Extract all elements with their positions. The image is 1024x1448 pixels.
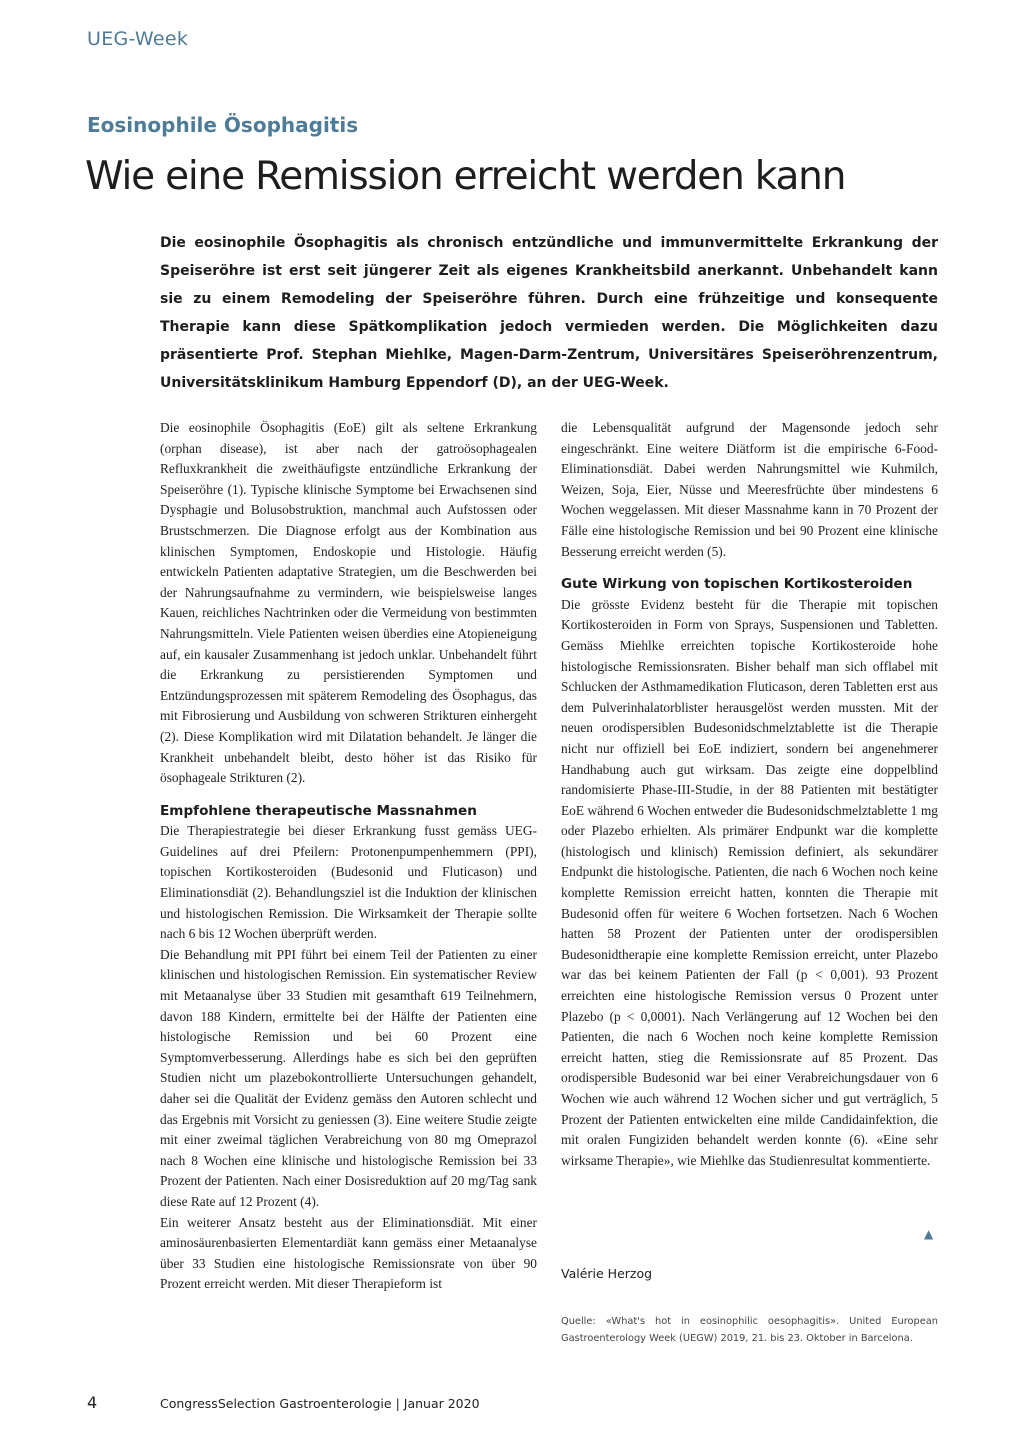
body-paragraph: Ein weiterer Ansatz besteht aus der Eliminationsdiät. Mit einer aminosäurenbasierten Elementardiät kann gemäss einer Metaanalyse über 33 Studien eine histologische Remissionsrate von über 90 Prozent erreicht werden. Mit dieser Therapieform ist — [160, 1214, 537, 1292]
body-paragraph: Die Therapiestrategie bei dieser Erkrankung fusst gemäss UEG-Guidelines auf drei Pfeilern: Protonenpumpenhemmern (PPI), topischen Kortikosteroiden (Budesonid und Fluticason) und Eliminationsdiät (2). Behandlungsziel ist die Induktion der klinischen und histologischen Remission. Die Wirksamkeit der Therapie sollte nach 6 bis 12 Wochen überprüft werden. — [160, 823, 537, 942]
source-note: Quelle: «What's hot in eosinophilic oesophagitis». United European Gastroenterology Week (UEGW) 2019, 21. bis 23. Oktober in Barcelona. — [561, 1316, 938, 1344]
section-heading: Empfohlene therapeutische Massnahmen — [160, 802, 477, 819]
left-column — [160, 418, 537, 1295]
page-footer — [87, 1393, 480, 1412]
article-title: Wie eine Remission erreicht werden kann — [85, 154, 846, 199]
body-paragraph: Die grösste Evidenz besteht für die Therapie mit topischen Kortikosteroiden in Form von Sprays, Suspensionen und Tabletten. Gemäss Miehlke erreichten topische Kortikosteroide hohe histologische Remissionsraten. Bisher behalf man sich offlabel mit Schlucken der Asthmamedikation Fluticason, deren Tabletten erst aus dem Pulverinhalatorblister herausgelöst werden mussten. Mit der neuen orodispersiblen Budesonidschmelztablette ist die Therapie nicht nur offiziell bei EoE indiziert, sondern bei angenehmerer Handhabung auch gut wirksam. Das zeigte eine doppelblind randomisierte Phase-III-Studie, in der 88 Patienten mit bestätigter EoE während 6 Wochen entweder die Budesonidschmelztablette 1 mg oder Plazebo erhielten. Als primärer Endpunkt war die komplette (histologisch und klinisch) Remission definiert, als sekundärer Endpunkt die histologische. Patienten, die nach 6 Wochen noch keine komplette Remission erreicht hatten, konnten die Therapie mit Budesonid offen für weitere 6 Wochen fortsetzen. Nach 6 Wochen hatten 58 Prozent der Patienten unter der orodispersiblen Budesonidtherapie eine komplette Remission erreicht, unter Plazebo war das bei keinem Patienten der Fall (p < 0,001). 93 Prozent erreichten eine histologische Remission versus 0 Prozent unter Plazebo (p < 0,0001). Nach Verlängerung auf 12 Wochen bei den Patienten, die nach 6 Wochen noch keine komplette Remission erreicht hatten, stieg die Remissionsrate auf 85 Prozent. Das orodispersible Budesonid war bei einer Verabreichungsdauer von 6 Wochen wie auch während 12 Wochen sicher und gut verträglich, 5 Prozent der Patienten entwickelten eine milde Candidainfektion, die mit oralen Fungiziden behandelt werden konnte (6). «Eine sehr wirksame Therapie», wie Miehlke das Studienresultat kommentierte. — [561, 596, 938, 1168]
body-paragraph: Die eosinophile Ösophagitis (EoE) gilt als seltene Erkrankung (orphan disease), ist aber nach der gatroösophagealen Refluxkrankheit die zweithäufigste entzündliche Erkrankung der Speiseröhre (1). Typische klinische Symptome bei Erwachsenen sind Dysphagie und Bolusobstruktion, manchmal auch Aufstossen oder Brustschmerzen. Die Diagnose erfolgt aus der Kombination aus klinischen Symptomen, Endoskopie und Histologie. Häufig entwickeln Patienten adaptative Strategien, um die Beschwerden bei der Nahrungsaufnahme zu vermindern, wie beispielsweise langes Kauen, reichliches Nachtrinken oder die Vermeidung von bestimmten Nahrungsmitteln. Viele Patienten weisen überdies eine Atopieneigung auf, ein kausaler Zusammenhang ist jedoch unklar. Unbehandelt führt die Erkrankung zu persistierenden Symptomen und Entzündungsprozessen mit späterem Remodeling des Ösophagus, das mit Fibrosierung und Ausbildung von schweren Strikturen einhergeht (2). Diese Komplikation wird mit Dilatation behandelt. Je länger die Krankheit unbehandelt bleibt, desto höher ist das Risiko für ösophageale Strikturen (2). — [160, 420, 537, 786]
publication-info: CongressSelection Gastroenterologie | Januar 2020 — [160, 1396, 480, 1411]
author-byline: Valérie Herzog — [561, 1266, 653, 1281]
page-number: 4 — [87, 1393, 98, 1412]
end-of-article-icon: ▲ — [924, 1227, 934, 1241]
article-kicker: Eosinophile Ösophagitis — [87, 113, 359, 137]
section-heading: Gute Wirkung von topischen Kortikosteroiden — [561, 576, 913, 593]
running-header: UEG-Week — [87, 28, 189, 50]
right-column — [561, 418, 938, 1171]
article-lead: Die eosinophile Ösophagitis als chronisch entzündliche und immunvermittelte Erkrankung der Speiseröhre ist erst seit jüngerer Zeit als eigenes Krankheitsbild anerkannt. Unbehandelt kann sie zu einem Remodeling der Speiseröhre führen. Durch eine frühzeitige und konsequente Therapie kann diese Spätkomplikation jedoch vermieden werden. Die Möglichkeiten dazu präsentierte Prof. Stephan Miehlke, Magen-Darm-Zentrum, Universitäres Speiseröhrenzentrum, Universitätsklinikum Hamburg Eppendorf (D), an der UEG-Week. — [160, 235, 938, 391]
body-paragraph: Die Behandlung mit PPI führt bei einem Teil der Patienten zu einer klinischen und histologischen Remission. Ein systematischer Review mit Metaanalyse über 33 Studien mit gesamthaft 619 Teilnehmern, davon 188 Kindern, ermittelte bei der Hälfte der Patienten eine histologische Remission und bei 60 Prozent eine Symptomverbesserung. Allerdings habe es sich bei den geprüften Studien nicht um plazebokontrollierte Untersuchungen gehandelt, daher sei die Qualität der Evidenz gemäss den Autoren schlecht und das Ergebnis mit Vorsicht zu geniessen (3). Eine weitere Studie zeigte mit einer zweimal täglichen Verabreichung von 80 mg Omeprazol nach 8 Wochen eine klinische und histologische Remission bei 33 Prozent der Patienten. Nach einer Dosisreduktion auf 20 mg/Tag sank diese Rate auf 12 Prozent (4). — [160, 946, 537, 1209]
body-paragraph: die Lebensqualität aufgrund der Magensonde jedoch sehr eingeschränkt. Eine weitere Diätform ist die empirische 6-Food-Eliminationsdiät. Dabei werden Nahrungsmittel wie Kuhmilch, Weizen, Soja, Eier, Nüsse und Meeresfrüchte über mindestens 6 Wochen weggelassen. Mit dieser Massnahme kann in 70 Prozent der Fälle eine histologische Remission und bei 90 Prozent eine klinische Besserung erreicht werden (5). — [561, 420, 938, 559]
